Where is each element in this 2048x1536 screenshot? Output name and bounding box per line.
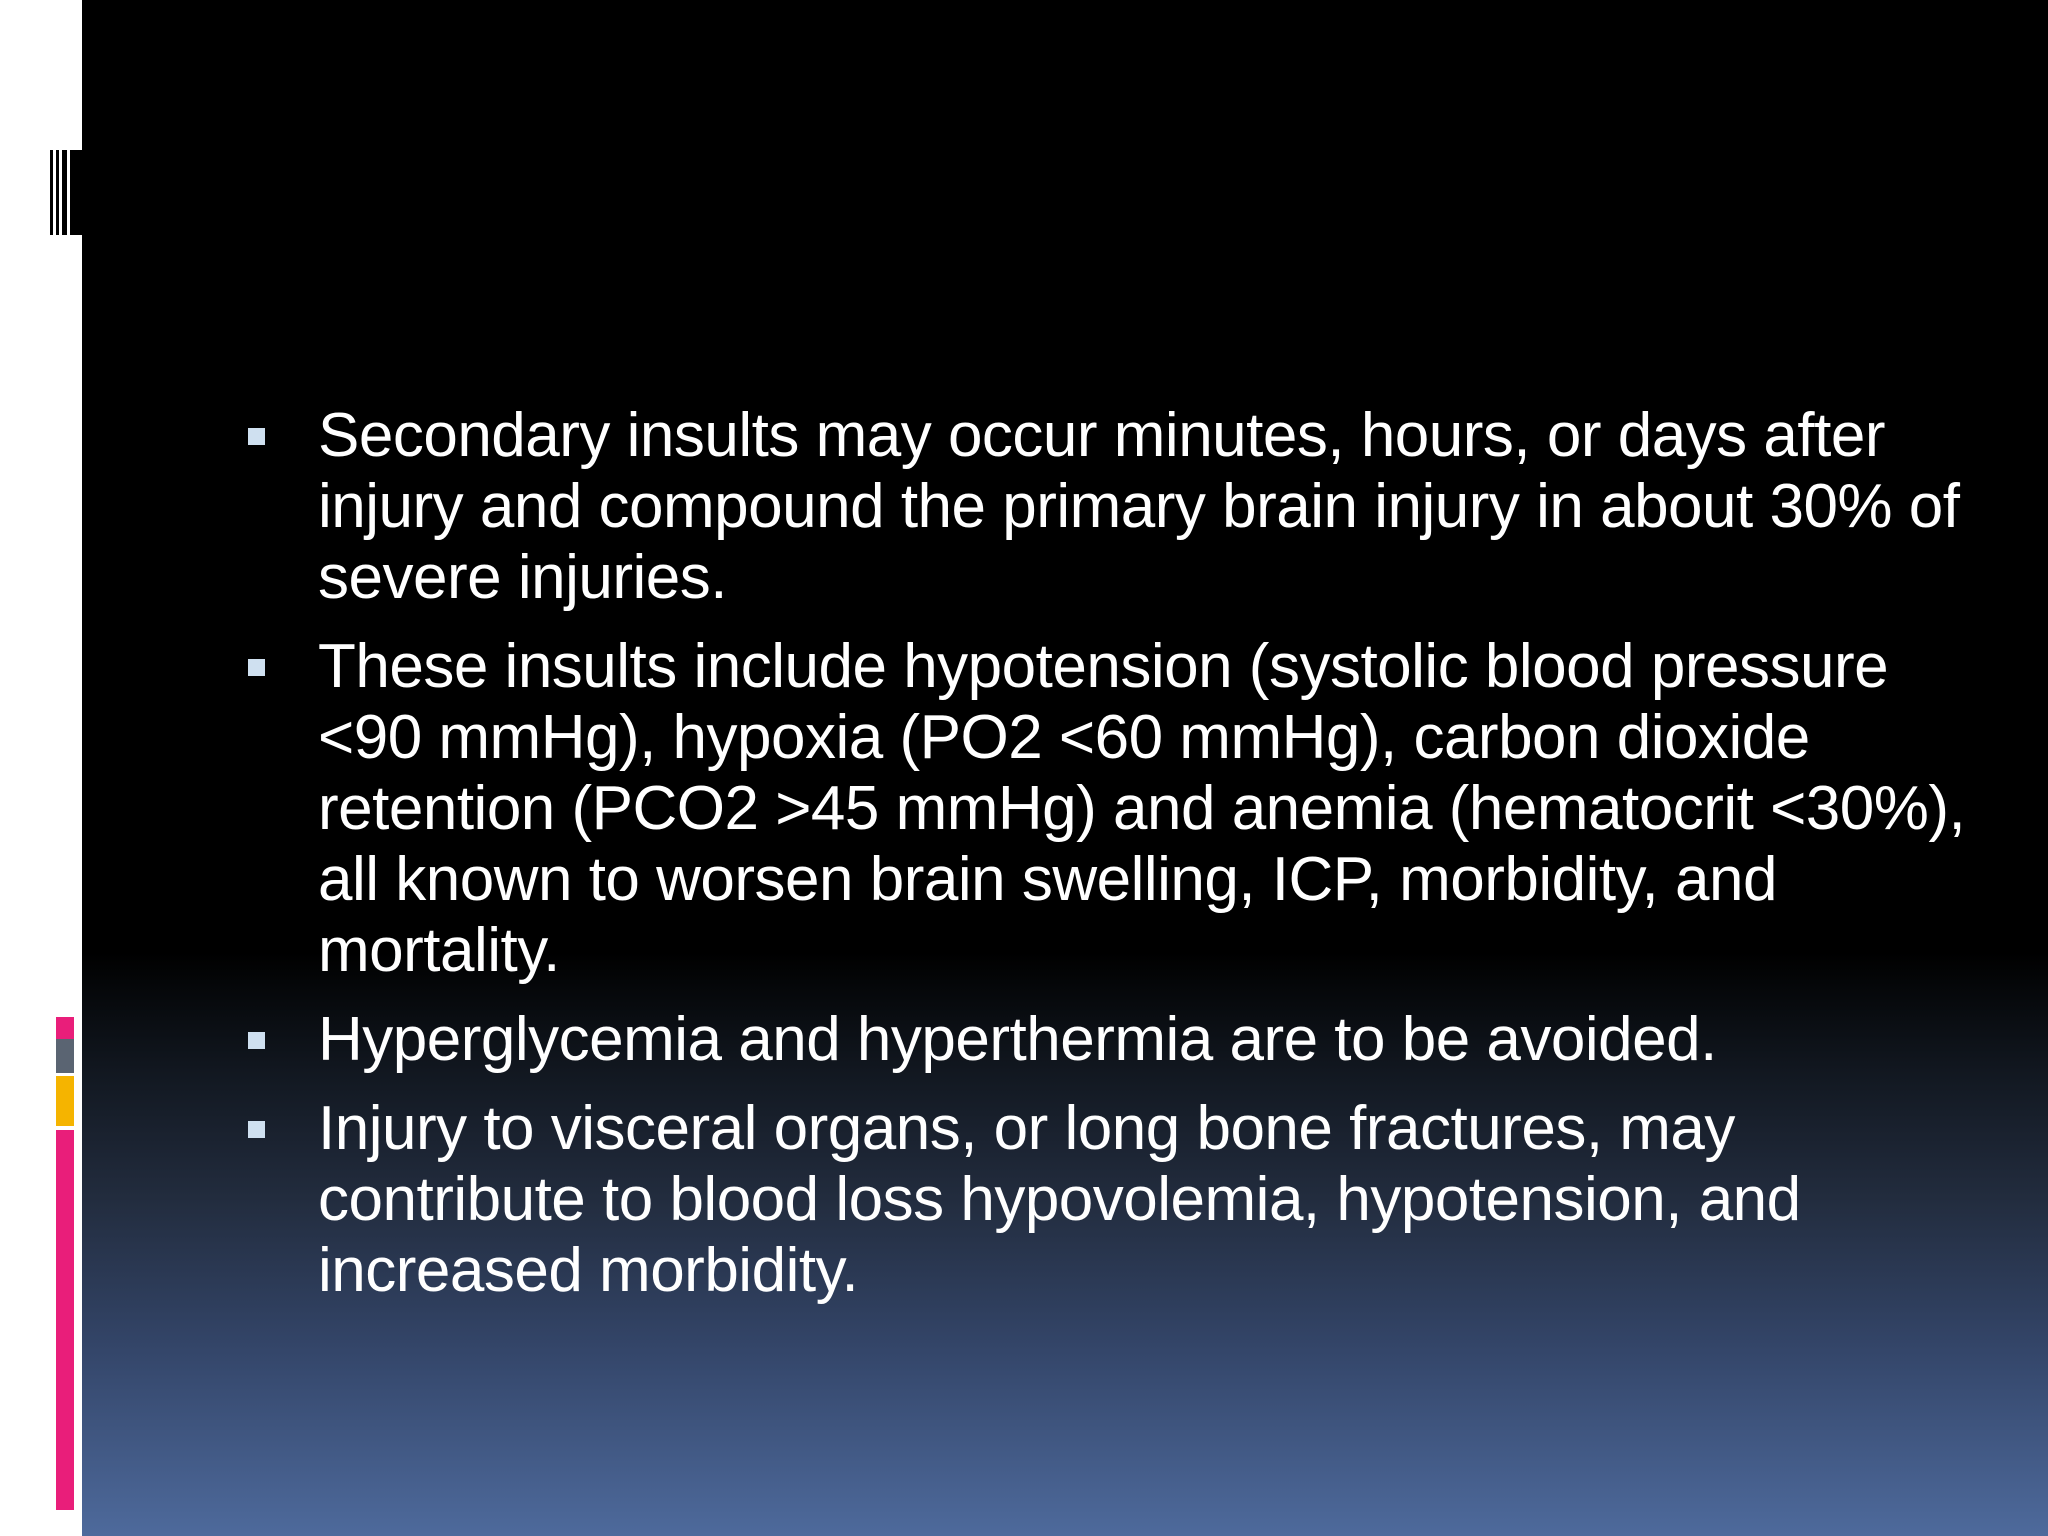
decorative-bar [62, 150, 67, 235]
bullet-text: These insults include hypotension (systolic blood pressure <90 mmHg), hypoxia (PO2 <60 mmHg), carbon dioxide retention (PCO2 >45 mmHg) and anemia (hematocrit <30%), all known to worsen brain swelling, ICP, morbidity, and mortality. [318, 632, 1966, 985]
decorative-bars [50, 150, 82, 235]
bullet-list [318, 400, 1978, 1324]
bullet-item [318, 1093, 1978, 1306]
bullet-text: Secondary insults may occur minutes, hours, or days after injury and compound the primary brain injury in about 30% of severe injuries. [318, 401, 1960, 612]
accent-stripe-pink [56, 1017, 74, 1039]
bullet-square-icon [248, 428, 265, 445]
bullet-item [318, 400, 1978, 613]
left-margin-strip [0, 0, 82, 1536]
bullet-item [318, 1004, 1978, 1075]
bullet-square-icon [248, 659, 265, 676]
bullet-square-icon [248, 1121, 265, 1138]
decorative-bar [70, 150, 82, 235]
bullet-text: Hyperglycemia and hyperthermia are to be avoided. [318, 1005, 1717, 1074]
accent-stripe-pink-long [56, 1130, 74, 1510]
bullet-item [318, 631, 1978, 986]
accent-stripe-orange [56, 1076, 74, 1126]
decorative-bar [56, 150, 59, 235]
bullet-square-icon [248, 1032, 265, 1049]
decorative-bar [50, 150, 53, 235]
accent-stripe-grey [56, 1039, 74, 1073]
bullet-text: Injury to visceral organs, or long bone fractures, may contribute to blood loss hypovolemia, hypotension, and increased morbidity. [318, 1094, 1801, 1305]
